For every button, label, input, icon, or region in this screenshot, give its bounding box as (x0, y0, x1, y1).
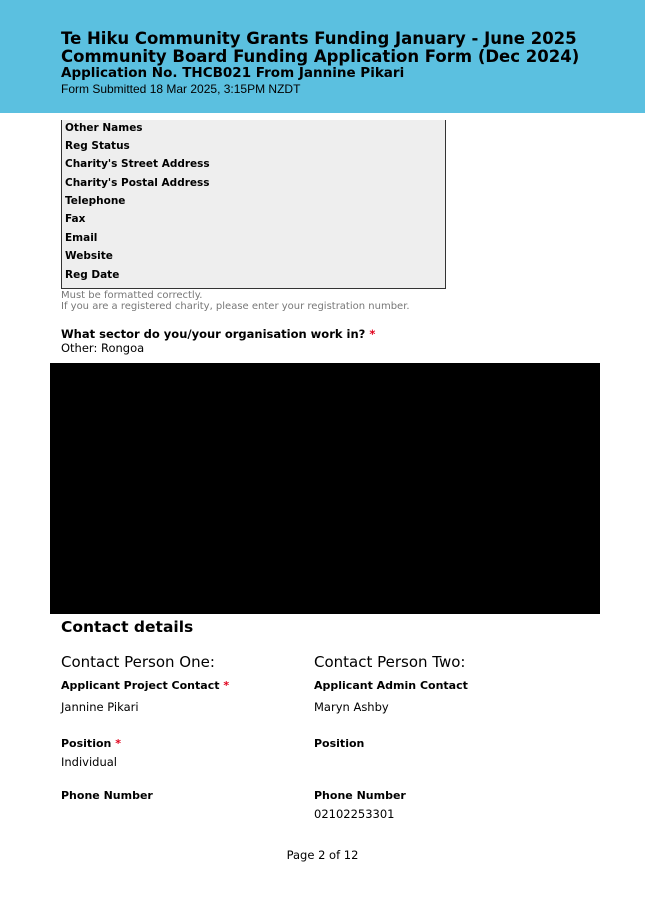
table-row: Website (65, 250, 113, 262)
required-mark: * (223, 679, 230, 692)
sector-question (61, 327, 375, 341)
admin-contact-label: Applicant Admin Contact (314, 679, 468, 692)
table-row: Other Names (65, 122, 143, 134)
project-contact-value: Jannine Pikari (61, 700, 139, 714)
admin-contact-value: Maryn Ashby (314, 700, 389, 714)
phone-one-label: Phone Number (61, 789, 153, 802)
table-row: Charity's Street Address (65, 158, 210, 170)
contact-person-one-heading: Contact Person One: (61, 653, 215, 671)
required-mark: * (115, 737, 121, 750)
table-row: Charity's Postal Address (65, 177, 210, 189)
form-title-line1: Te Hiku Community Grants Funding January - June 2025 (61, 29, 577, 48)
form-title-line2: Community Board Funding Application Form (Dec 2024) (61, 47, 580, 66)
page-number: Page 2 of 12 (286, 848, 359, 862)
table-row: Fax (65, 213, 86, 225)
sector-answer: Other: Rongoa (61, 341, 145, 355)
redacted-block (50, 363, 600, 614)
table-row: Telephone (65, 195, 126, 207)
contact-section-title: Contact details (61, 618, 194, 636)
table-row: Reg Date (65, 269, 120, 281)
position-one-value: Individual (61, 755, 118, 769)
application-number: Application No. THCB021 From Jannine Pikari (61, 65, 405, 81)
submitted-date: Form Submitted 18 Mar 2025, 3:15PM NZDT (61, 82, 301, 96)
form-header (0, 0, 645, 113)
charity-help-line2: If you are a registered charity, please enter your registration number. (61, 301, 410, 312)
phone-two-label: Phone Number (314, 789, 406, 802)
charity-help-line1: Must be formatted correctly. (61, 290, 203, 301)
project-contact-label (61, 679, 229, 693)
table-row: Email (65, 232, 98, 244)
required-mark: * (369, 327, 376, 341)
phone-two-value: 02102253301 (314, 807, 395, 821)
project-contact-label-text: Applicant Project Contact (61, 679, 220, 692)
table-row: Reg Status (65, 140, 130, 152)
sector-question-label: What sector do you/your organisation work in? (61, 327, 366, 341)
contact-person-two-heading: Contact Person Two: (314, 653, 466, 671)
charity-details-table (61, 120, 446, 289)
position-two-label: Position (314, 737, 365, 750)
position-one-label-text: Position (61, 737, 112, 750)
position-one-label (61, 737, 121, 751)
